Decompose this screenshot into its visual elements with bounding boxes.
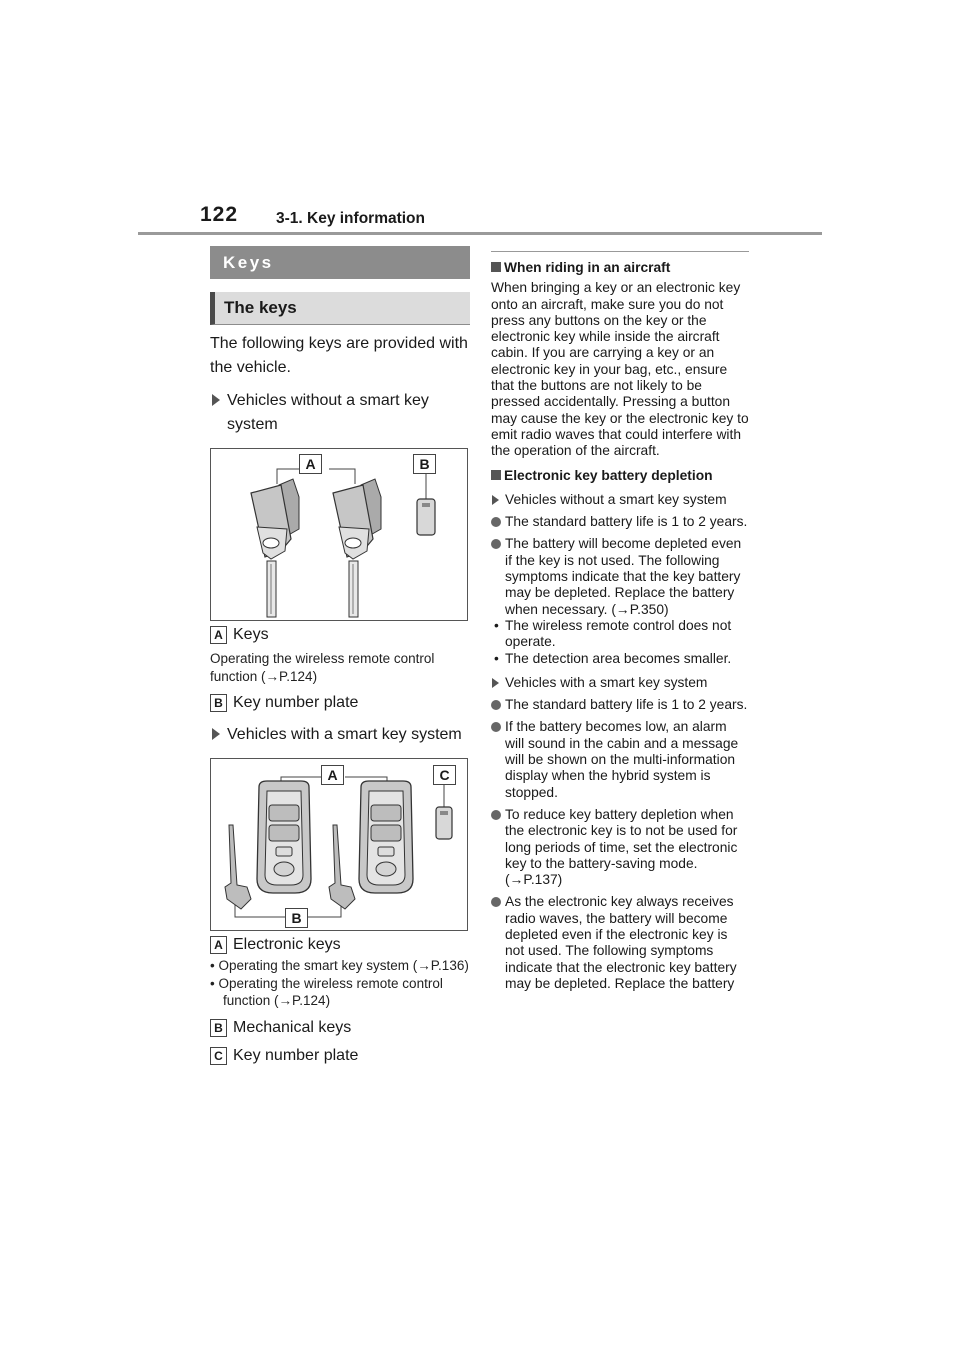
case-with-smart-key bbox=[210, 723, 470, 747]
bullet-dot: • bbox=[494, 617, 499, 633]
keys-band: Keys bbox=[210, 246, 470, 279]
fig2-label-a: A bbox=[321, 765, 344, 785]
circle-bullet-icon bbox=[491, 517, 501, 527]
left-column bbox=[210, 246, 470, 1067]
electronic-key-2 bbox=[329, 781, 413, 909]
case-label: Vehicles without a smart key system bbox=[227, 392, 429, 433]
triangle-bullet-icon bbox=[492, 678, 499, 688]
list-item-text: The standard battery life is 1 to 2 years. bbox=[505, 697, 748, 713]
battery-heading-text: Electronic key battery depletion bbox=[504, 467, 713, 483]
right-column bbox=[491, 251, 749, 992]
legend-electronic-keys bbox=[210, 934, 470, 956]
fig1-label-b: B bbox=[413, 454, 436, 474]
key-number-plate-1 bbox=[417, 499, 435, 535]
legend-letter: B bbox=[210, 694, 227, 712]
legend-text: Key number plate bbox=[233, 1047, 359, 1064]
battery-heading bbox=[491, 468, 749, 484]
circle-bullet-icon bbox=[491, 539, 501, 549]
legend-keys bbox=[210, 624, 470, 646]
fig2-label-b: B bbox=[285, 908, 308, 928]
electronic-key-1 bbox=[225, 781, 311, 909]
aircraft-heading bbox=[491, 260, 749, 276]
legend-letter: B bbox=[210, 1019, 227, 1037]
key-illustration-1 bbox=[211, 449, 467, 620]
note-remote: Operating the wireless remote control function (→P.124) bbox=[210, 651, 435, 684]
case-with-smart-key-right bbox=[491, 675, 749, 691]
legend-letter: A bbox=[210, 626, 227, 644]
list-item bbox=[491, 719, 749, 800]
case-label: Vehicles without a smart key system bbox=[505, 491, 727, 507]
aircraft-heading-text: When riding in an aircraft bbox=[504, 260, 671, 275]
symptom-text: The wireless remote control does not operate. bbox=[505, 617, 732, 650]
legend-text: Keys bbox=[233, 626, 269, 643]
case-label: Vehicles with a smart key system bbox=[227, 726, 462, 743]
section-title: 3-1. Key information bbox=[276, 210, 425, 227]
page-number: 122 bbox=[200, 203, 239, 226]
symptom-text: The detection area becomes smaller. bbox=[505, 650, 732, 666]
note-smart-key: • Operating the smart key system (→P.136) bbox=[210, 958, 469, 973]
list-item bbox=[491, 514, 749, 530]
note-remote-2: • Operating the wireless remote control function (→P.124) bbox=[210, 976, 443, 1008]
square-bullet-icon bbox=[491, 470, 501, 480]
symptom-item bbox=[491, 651, 749, 667]
intro-text: The following keys are provided with the vehicle. bbox=[210, 335, 468, 376]
legend-letter: A bbox=[210, 936, 227, 954]
fig2-label-c: C bbox=[433, 765, 456, 785]
key-number-plate-2 bbox=[436, 807, 452, 839]
list-item-text: The battery will become depleted even if the key is not used. The following symptoms indicate that the key battery may be depleted. Replace the battery when necessary. (→P.350) bbox=[505, 536, 742, 617]
legend-key-number-plate-2 bbox=[210, 1045, 470, 1067]
legend-text: Mechanical keys bbox=[233, 1019, 352, 1036]
key-2 bbox=[333, 479, 381, 617]
case-label: Vehicles with a smart key system bbox=[505, 674, 708, 690]
legend-key-number-plate bbox=[210, 692, 470, 714]
right-column-rule bbox=[491, 251, 749, 252]
square-bullet-icon bbox=[491, 262, 501, 272]
aircraft-paragraph: When bringing a key or an electronic key onto an aircraft, make sure you do not press any buttons on the key or the electronic key while inside the aircraft cabin. If you are carrying a key or an electronic key in your bag, etc., ensure that the buttons are not likely to be pressed accidentally. Pressing a button may cause the key or the electronic key to emit radio waves that could interfere with the operation of the aircraft. bbox=[491, 280, 749, 459]
triangle-bullet-icon bbox=[492, 495, 499, 505]
list-item bbox=[491, 894, 749, 992]
circle-bullet-icon bbox=[491, 722, 501, 732]
keys-figure-1 bbox=[210, 448, 468, 621]
triangle-bullet-icon bbox=[212, 728, 220, 740]
keys-figure-2 bbox=[210, 758, 468, 931]
bullet-dot: • bbox=[494, 650, 499, 666]
the-keys-subhead: The keys bbox=[210, 292, 470, 325]
list-item-text: As the electronic key always receives radio waves, the battery will become depleted even if the electronic key is not used. The following symptoms indicate that the electronic key battery may be depleted. Replace the battery bbox=[505, 894, 737, 991]
circle-bullet-icon bbox=[491, 700, 501, 710]
list-item-text: If the battery becomes low, an alarm will sound in the cabin and a message will be shown on the multi-information display when the hybrid system is stopped. bbox=[505, 719, 739, 800]
list-item bbox=[491, 807, 749, 888]
circle-bullet-icon bbox=[491, 810, 501, 820]
list-item-text: The standard battery life is 1 to 2 years. bbox=[505, 514, 748, 530]
fig1-label-a: A bbox=[299, 454, 322, 474]
circle-bullet-icon bbox=[491, 897, 501, 907]
key-1 bbox=[251, 479, 299, 617]
list-item-text: To reduce key battery depletion when the electronic key is to not be used for long periods of time, set the electronic key to the battery-saving mode. (→P.137) bbox=[505, 806, 738, 888]
header-rule bbox=[138, 232, 822, 235]
case-without-smart-key bbox=[210, 389, 470, 437]
case-without-smart-key-right bbox=[491, 492, 749, 508]
legend-text: Key number plate bbox=[233, 694, 359, 711]
triangle-bullet-icon bbox=[212, 394, 220, 406]
legend-letter: C bbox=[210, 1047, 227, 1065]
list-item bbox=[491, 697, 749, 713]
legend-mechanical-keys bbox=[210, 1017, 470, 1039]
symptom-item bbox=[491, 618, 749, 651]
legend-text: Electronic keys bbox=[233, 936, 341, 953]
list-item bbox=[491, 536, 749, 617]
